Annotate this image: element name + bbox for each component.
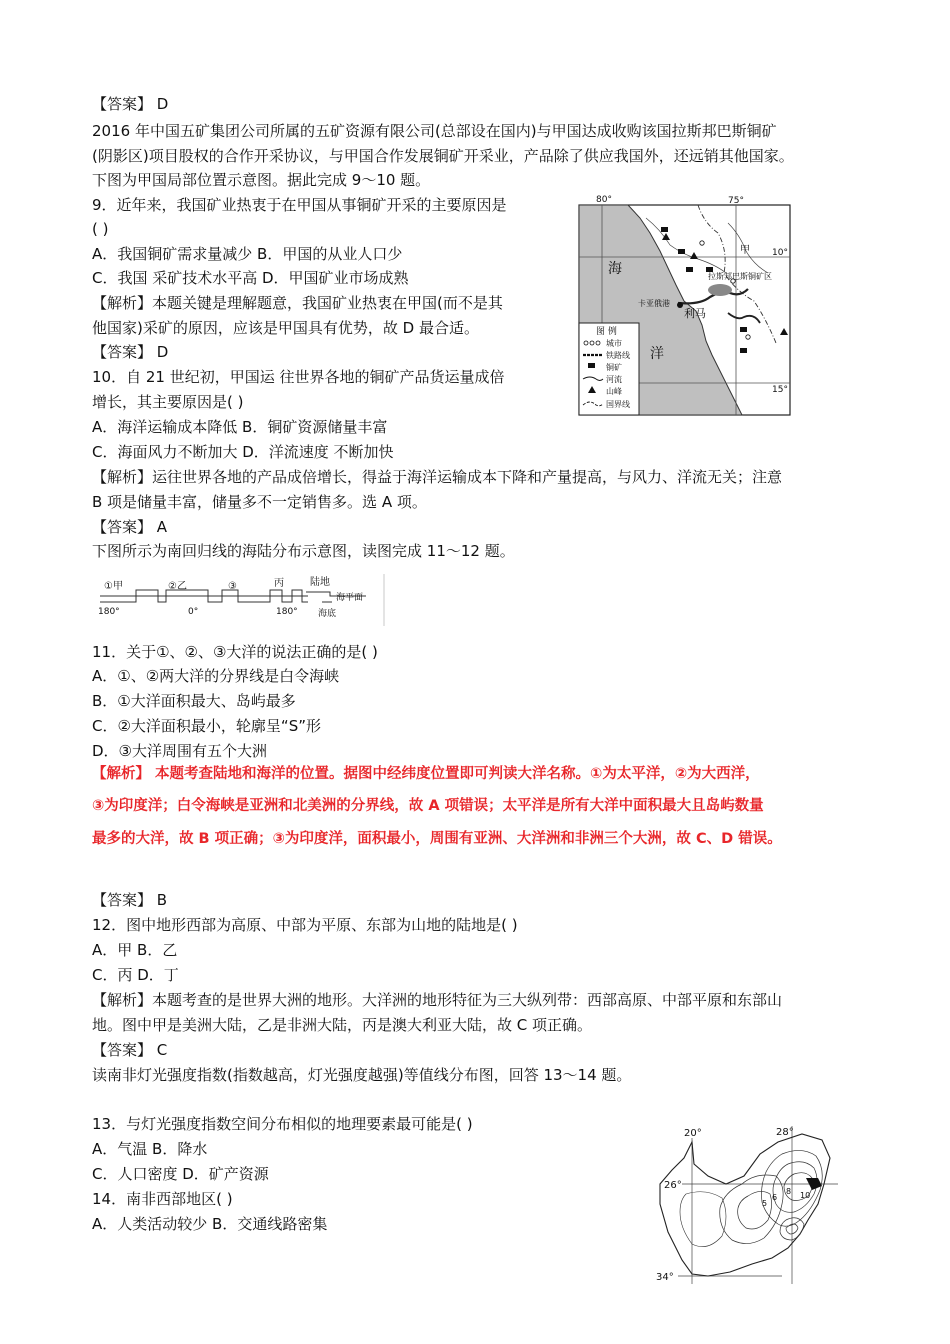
port-label: 卡亚俄港 <box>638 299 670 308</box>
question-9: 9．近年来，我国矿业热衷于在甲国从事铜矿开采的主要原因是 <box>92 196 507 214</box>
question-9-blank: ( ) <box>92 220 109 238</box>
answer-12: 【答案】 C <box>92 1041 168 1059</box>
city-label-lima: 利马 <box>684 307 706 320</box>
question-9-options-cd: C．我国 采矿技术水平高 D．甲国矿业市场成熟 <box>92 269 409 287</box>
question-11-option-d: D．③大洋周围有五个大洲 <box>92 742 267 760</box>
answer-8: 【答案】 D <box>92 95 169 113</box>
question-9-options-ab: A．我国铜矿需求量减少 B．甲国的从业人口少 <box>92 245 403 263</box>
lat-label-26: 26° <box>664 1180 682 1191</box>
question-11-option-a: A．①、②两大洋的分界线是白令海峡 <box>92 667 340 685</box>
analysis-12-line1: 【解析】本题考查的是世界大洲的地形。大洋洲的地形特征为三大纵列带：西部高原、中部平原和东部山 <box>92 991 783 1009</box>
legend-border: 国界线 <box>606 400 630 409</box>
profile-label-4: 丙 <box>274 578 284 589</box>
profile-label-seafloor: 海底 <box>318 609 337 619</box>
lon-label-28: 28° <box>776 1127 794 1138</box>
lat-label-15: 15° <box>772 385 788 395</box>
question-11-option-c: C．②大洋面积最小，轮廓呈“S”形 <box>92 717 321 735</box>
lon-label-75: 75° <box>728 196 744 206</box>
intro-9-10-line1: 2016 年中国五矿集团公司所属的五矿资源有限公司(总部设在国内)与甲国达成收购该国拉斯邦巴斯铜矿 <box>92 122 777 140</box>
legend-title: 图 例 <box>596 327 617 337</box>
copper-mine-marker <box>678 249 685 254</box>
profile-label-1: ①甲 <box>104 581 123 592</box>
peru-location-map <box>578 193 792 422</box>
lon-tick-180-right: 180° <box>276 607 298 617</box>
contour-value-label: 6 <box>772 1193 778 1202</box>
lon-label-80: 80° <box>596 195 612 205</box>
intro-11-12: 下图所示为南回归线的海陆分布示意图，读图完成 11～12 题。 <box>92 542 515 560</box>
analysis-11-line2: ③为印度洋；白令海峡是亚洲和北美洲的分界线，故 A 项错误；太平洋是所有大洋中面积最大且岛屿数量 <box>92 798 764 814</box>
question-11: 11．关于①、②、③大洋的说法正确的是( ) <box>92 643 378 661</box>
question-13-options-ab: A．气温 B．降水 <box>92 1140 208 1158</box>
copper-mine-marker <box>661 227 668 232</box>
question-12-options-ab: A．甲 B．乙 <box>92 941 178 959</box>
lat-label-34: 34° <box>656 1272 674 1283</box>
legend-mine-icon <box>588 363 595 368</box>
answer-9: 【答案】 D <box>92 343 169 361</box>
answer-11: 【答案】 B <box>92 891 168 909</box>
question-12: 12．图中地形西部为高原、中部为平原、东部为山地的陆地是( ) <box>92 916 518 934</box>
answer-10: 【答案】 A <box>92 518 168 536</box>
question-10-line2: 增长，其主要原因是( ) <box>92 393 244 411</box>
analysis-10-line1: 【解析】运往世界各地的产品成倍增长，得益于海洋运输成本下降和产量提高，与风力、洋流无关；注意 <box>92 468 783 486</box>
lon-tick-0: 0° <box>188 607 199 617</box>
sa-map-svg <box>652 1124 838 1284</box>
copper-mine-marker <box>740 348 747 353</box>
copper-mine-marker <box>686 267 693 272</box>
question-10-options-cd: C．海面风力不断加大 D．洋流速度 不断加快 <box>92 443 394 461</box>
analysis-10-line2: B 项是储量丰富，储量多不一定销售多。选 A 项。 <box>92 493 427 511</box>
legend-mine: 铜矿 <box>606 363 622 372</box>
contour-line <box>680 1192 726 1247</box>
profile-label-land: 陆地 <box>310 577 330 588</box>
legend-city: 城市 <box>606 339 622 348</box>
question-10: 10．自 21 世纪初，甲国运 往世界各地的铜矿产品货运量成倍 <box>92 368 505 386</box>
legend-railway: 铁路线 <box>606 351 630 360</box>
analysis-12-line2: 地。图中甲是美洲大陆，乙是非洲大陆，丙是澳大利亚大陆，故 C 项正确。 <box>92 1016 593 1034</box>
sea-label-2: 洋 <box>650 346 664 362</box>
contour-value-label: 5 <box>762 1199 768 1208</box>
copper-mine-marker <box>740 327 747 332</box>
question-14-options-ab: A．人类活动较少 B．交通线路密集 <box>92 1215 328 1233</box>
question-13: 13．与灯光强度指数空间分布相似的地理要素最可能是( ) <box>92 1115 473 1133</box>
mine-area-shading <box>708 284 732 296</box>
contour-line <box>738 1191 772 1229</box>
mine-area-label: 拉斯邦巴斯铜矿区 <box>708 272 772 281</box>
lat-label-10: 10° <box>772 248 788 258</box>
contour-value-label: 10 <box>800 1191 811 1200</box>
sea-label-1: 海 <box>608 261 622 277</box>
contour-line <box>773 1162 817 1213</box>
lon-label-20: 20° <box>684 1128 702 1139</box>
profile-label-3: ③ <box>228 581 237 592</box>
analysis-11-line3: 最多的大洋，故 B 项正确；③为印度洋，面积最小，周围有亚洲、大洋洲和非洲三个大洲，故 C、D 错误。 <box>92 831 782 847</box>
intro-9-10-line3: 下图为甲国局部位置示意图。据此完成 9～10 题。 <box>92 171 431 189</box>
analysis-11-line1: 【解析】 本题考查陆地和海洋的位置。据图中经纬度位置即可判读大洋名称。①为太平洋，②为大西洋， <box>92 766 760 782</box>
legend-river: 河流 <box>606 375 622 384</box>
legend-peak: 山峰 <box>606 387 622 396</box>
analysis-9-line1: 【解析】本题关键是理解题意，我国矿业热衷在甲国(而不是其 <box>92 294 503 312</box>
question-10-options-ab: A．海洋运输成本降低 B．铜矿资源储量丰富 <box>92 418 388 436</box>
question-14: 14．南非西部地区( ) <box>92 1190 233 1208</box>
lon-tick-180-left: 180° <box>98 607 120 617</box>
contour-value-label: 8 <box>786 1187 792 1196</box>
country-label: 甲 <box>740 245 750 256</box>
intro-13-14: 读南非灯光强度指数(指数越高，灯光强度越强)等值线分布图，回答 13～14 题。 <box>92 1066 632 1084</box>
south-africa-light-map <box>652 1124 838 1288</box>
peru-map-svg <box>578 193 792 418</box>
question-11-option-b: B．①大洋面积最大、岛屿最多 <box>92 692 296 710</box>
analysis-9-line2: 他国家)采矿的原因，应该是甲国具有优势，故 D 最合适。 <box>92 319 479 337</box>
question-13-options-cd: C．人口密度 D．矿产资源 <box>92 1165 269 1183</box>
south-africa-outline <box>660 1134 830 1276</box>
tropic-profile-diagram <box>96 572 388 632</box>
profile-label-2: ②乙 <box>168 581 187 592</box>
profile-svg <box>96 572 388 628</box>
intro-9-10-line2: (阴影区)项目股权的合作开采协议，与甲国合作发展铜矿开采业，产品除了供应我国外，还远销其他国家。 <box>92 147 794 165</box>
profile-label-sealevel: 海平面 <box>336 593 364 603</box>
lima-city-marker <box>677 302 683 308</box>
question-12-options-cd: C．丙 D．丁 <box>92 966 179 984</box>
